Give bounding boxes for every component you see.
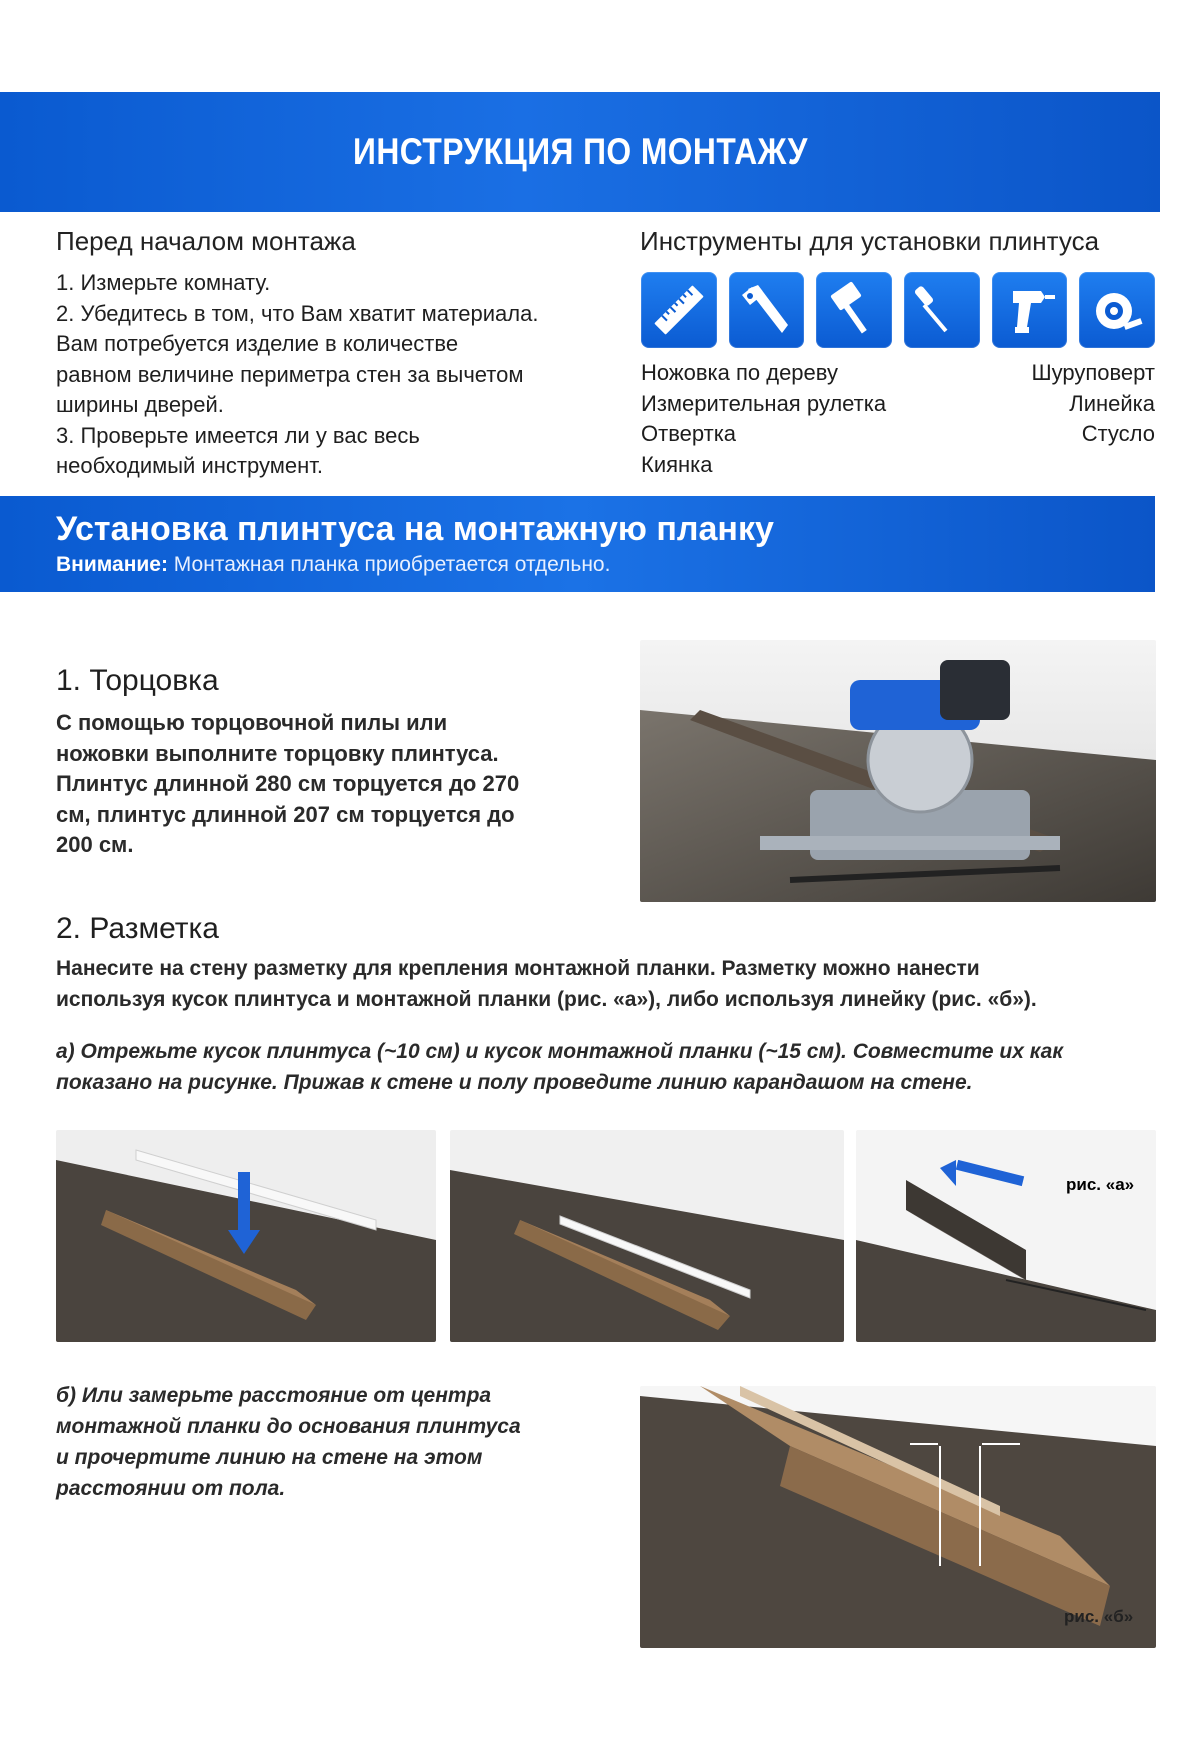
tools-list-left bbox=[641, 358, 886, 480]
tool-name: Шуруповерт bbox=[1031, 360, 1155, 385]
step2-text bbox=[56, 953, 1166, 1015]
miter-saw-photo bbox=[640, 640, 1156, 902]
step2-a-text bbox=[56, 1036, 1166, 1098]
tool-name: Киянка bbox=[641, 451, 713, 477]
before-line: Вам потребуется изделие в количестве bbox=[56, 331, 459, 356]
step2-b-line: б) Или замерьте расстояние от центра bbox=[56, 1384, 492, 1407]
section-title: Установка плинтуса на монтажную планку bbox=[56, 510, 774, 548]
section-note bbox=[56, 553, 610, 577]
tools-list-right bbox=[930, 358, 1155, 450]
saw-icon bbox=[729, 272, 805, 348]
step2-b-line: и прочертите линию на стене на этом bbox=[56, 1446, 483, 1469]
tool-name: Линейка bbox=[1069, 390, 1155, 416]
step2-line: используя кусок плинтуса и монтажной планки (рис. «а»), либо используя линейку (рис. «б»). bbox=[56, 988, 1037, 1011]
before-line: 2. Убедитесь в том, что Вам хватит материала. bbox=[56, 300, 539, 326]
step2-a-line: показано на рисунке. Прижав к стене и полу проведите линию карандашом на стене. bbox=[56, 1071, 973, 1094]
before-line: 1. Измерьте комнату. bbox=[56, 270, 271, 295]
step1-text bbox=[56, 708, 596, 861]
step2-line: Нанесите на стену разметку для крепления монтажной планки. Разметку можно нанести bbox=[56, 957, 980, 980]
step2-b-line: монтажной планки до основания плинтуса bbox=[56, 1415, 521, 1438]
tools-heading: Инструменты для установки плинтуса bbox=[640, 226, 1100, 256]
fig-a-photo-3 bbox=[856, 1130, 1156, 1342]
step1-line: Плинтус длинной 280 см торцуется до 270 bbox=[56, 771, 520, 796]
ruler-icon bbox=[641, 272, 717, 348]
before-line: равном величине периметра стен за вычетом bbox=[56, 361, 524, 387]
page-title: ИНСТРУКЦИЯ ПО МОНТАЖУ bbox=[352, 131, 808, 172]
step2-title: 2. Разметка bbox=[56, 912, 219, 945]
drill-icon bbox=[992, 272, 1068, 348]
step1-line: ножовки выполните торцовку плинтуса. bbox=[56, 740, 499, 766]
tool-name: Ножовка по дереву bbox=[641, 360, 838, 385]
fig-b-photo bbox=[640, 1386, 1156, 1648]
mallet-icon bbox=[816, 272, 892, 348]
fig-a-photo-2 bbox=[450, 1130, 844, 1342]
before-line: 3. Проверьте имеется ли у вас весь bbox=[56, 422, 420, 448]
step2-a-line: а) Отрежьте кусок плинтуса (~10 см) и кусок монтажной планки (~15 см). Совместите их как bbox=[56, 1040, 1063, 1063]
step1-line: С помощью торцовочной пилы или bbox=[56, 710, 448, 735]
fig-b-label: рис. «б» bbox=[1064, 1607, 1134, 1626]
step1-line: 200 см. bbox=[56, 832, 134, 857]
header-banner bbox=[0, 92, 1160, 212]
note-label: Внимание: bbox=[56, 553, 168, 576]
tool-name: Отвертка bbox=[641, 421, 737, 446]
step2-b-text bbox=[56, 1380, 596, 1504]
before-line: необходимый инструмент. bbox=[56, 453, 323, 478]
step1-line: см, плинтус длинной 207 см торцуется до bbox=[56, 801, 515, 827]
before-list bbox=[56, 268, 626, 482]
fig-a-label: рис. «а» bbox=[1066, 1175, 1135, 1194]
tool-name: Стусло bbox=[1081, 421, 1155, 446]
step1-title: 1. Торцовка bbox=[56, 664, 219, 697]
step2-b-line: расстоянии от пола. bbox=[56, 1477, 286, 1500]
fig-a-photo-1 bbox=[56, 1130, 436, 1342]
tape-measure-icon bbox=[1079, 272, 1155, 348]
tools-icons bbox=[641, 272, 1155, 348]
before-heading: Перед началом монтажа bbox=[56, 226, 356, 256]
tool-name: Измерительная рулетка bbox=[641, 390, 887, 416]
note-text: Монтажная планка приобретается отдельно. bbox=[167, 553, 611, 576]
screwdriver-icon bbox=[904, 272, 980, 348]
before-line: ширины дверей. bbox=[56, 392, 224, 417]
